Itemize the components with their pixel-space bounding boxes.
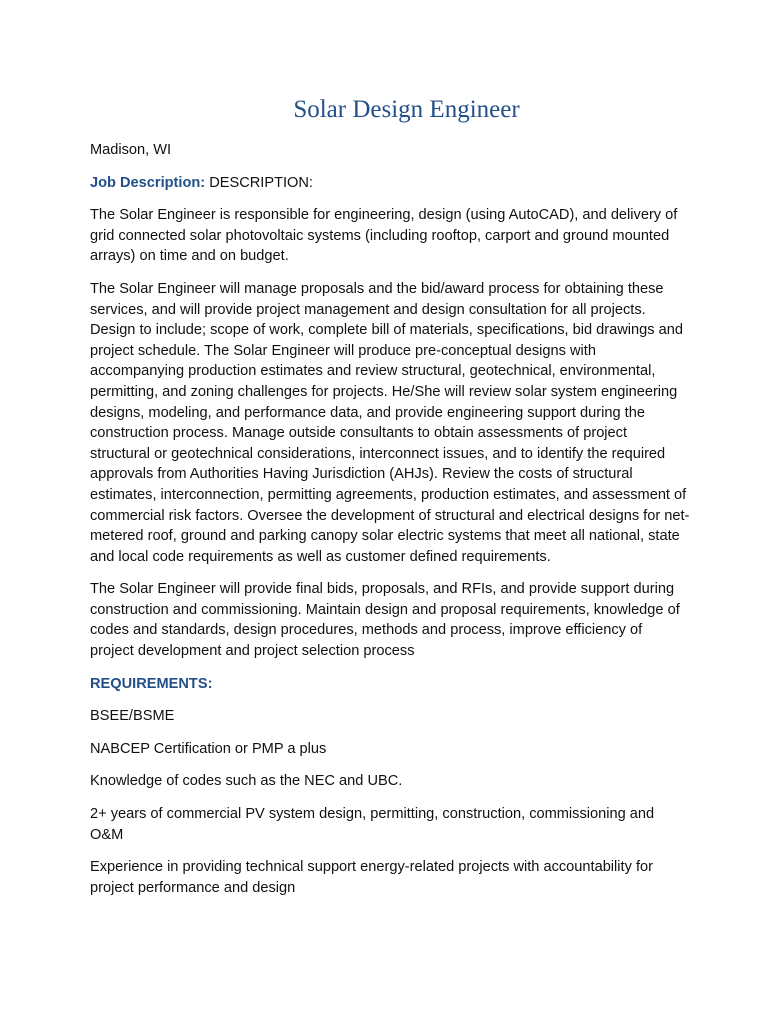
job-location: Madison, WI xyxy=(90,142,172,158)
requirement-item: Experience in providing technical support energy-related projects with accountability for project performance and design xyxy=(90,859,653,896)
document-body xyxy=(90,140,690,910)
page-title: Solar Design Engineer xyxy=(293,96,520,123)
requirement-item: BSEE/BSME xyxy=(90,708,175,725)
description-paragraph-3: The Solar Engineer will provide final bids, proposals, and RFIs, and provide support during construction and commissioning. Maintain design and proposal requirements, knowledge of codes and standards, design procedures, methods and process, improve efficiency of project development and project selection process xyxy=(90,581,680,660)
description-paragraph-2: The Solar Engineer will manage proposals and the bid/award process for obtaining these services, and will provide project management and design consultation for all projects. Design to include; scope of work, complete bill of materials, specifications, bid drawings and project schedule. The Solar Engineer will produce pre-conceptual designs with accompanying production estimates and review structural, geotechnical, environmental, permitting, and zoning challenges for projects. He/She will review solar system engineering designs, modeling, and performance data, and provide engineering support during the construction process. Manage outside consultants to obtain assessments of project structural or geotechnical considerations, interconnect issues, and to identify the required approvals from Authorities Having Jurisdiction (AHJs). Review the costs of structural estimates, interconnection, permitting agreements, production estimates, and assessment of commercial risk factors. Oversee the development of structural and electrical designs for net-metered roof, ground and parking canopy solar electric systems that meet all national, state and local code requirements as well as customer defined requirements. xyxy=(90,280,690,565)
job-description-value: DESCRIPTION: xyxy=(205,174,313,191)
requirement-item: NABCEP Certification or PMP a plus xyxy=(90,740,327,757)
requirements-heading: REQUIREMENTS: xyxy=(90,675,213,692)
description-paragraph-1: The Solar Engineer is responsible for engineering, design (using AutoCAD), and delivery of grid connected solar photovoltaic systems (including rooftop, carport and ground mounted arrays) on time and on budget. xyxy=(90,207,678,265)
job-description-line xyxy=(90,173,690,194)
requirement-item: Knowledge of codes such as the NEC and UBC. xyxy=(90,773,403,790)
requirement-item: 2+ years of commercial PV system design, permitting, construction, commissioning and O&M xyxy=(90,806,655,843)
job-description-label: Job Description: xyxy=(90,174,206,191)
